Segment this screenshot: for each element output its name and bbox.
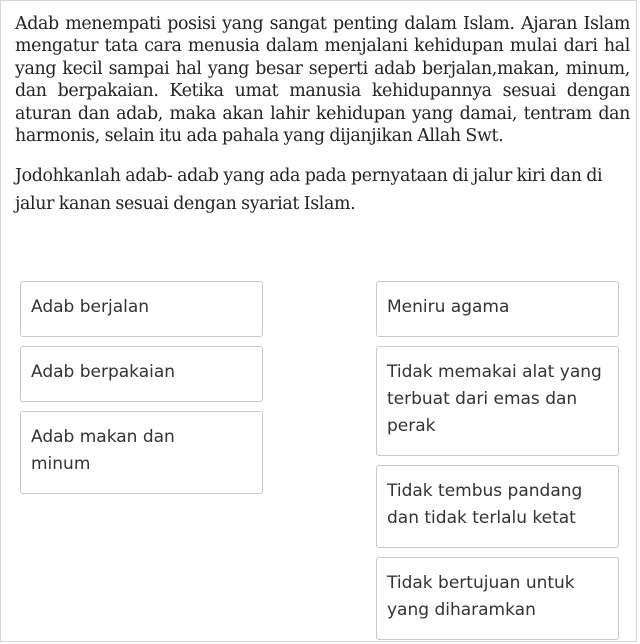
right-item-label: Tidak tembus pandang dan tidak terlalu ketat xyxy=(387,481,583,528)
passage-text: Adab menempati posisi yang sangat penting dalam Islam. Ajaran Islam mengatur tata cara menusia dalam menjalani kehidupan mulai dari hal yang kecil sampai hal yang besar seperti adab berjalan,makan, minum, dan berpakaian. Ketika umat manusia kehidupannya sesuai dengan aturan dan adab, maka akan lahir kehidupan yang damai, tentram dan harmonis, selain itu ada pahala yang dijanjikan Allah Swt. xyxy=(15,14,630,147)
right-item-tidak-memakai-emas-perak[interactable] xyxy=(376,346,619,456)
right-item-label: Meniru agama xyxy=(387,297,510,317)
right-item-label: Tidak bertujuan untuk yang diharamkan xyxy=(387,573,575,620)
left-item-adab-makan-minum[interactable] xyxy=(20,411,263,494)
left-item-adab-berpakaian[interactable] xyxy=(20,346,263,402)
right-item-meniru-agama[interactable] xyxy=(376,281,619,337)
left-item-label: Adab makan dan minum xyxy=(31,427,175,474)
left-item-adab-berjalan[interactable] xyxy=(20,281,263,337)
right-item-tidak-bertujuan-haram[interactable] xyxy=(376,557,619,640)
left-item-label: Adab berpakaian xyxy=(31,362,176,382)
right-item-label: Tidak memakai alat yang terbuat dari emas dan perak xyxy=(387,362,602,436)
right-item-tidak-tembus-pandang[interactable] xyxy=(376,465,619,548)
left-item-label: Adab berjalan xyxy=(31,297,150,317)
instruction-text: Jodohkanlah adab- adab yang ada pada pernyataan di jalur kiri dan di jalur kanan sesuai dengan syariat Islam. xyxy=(15,166,603,214)
